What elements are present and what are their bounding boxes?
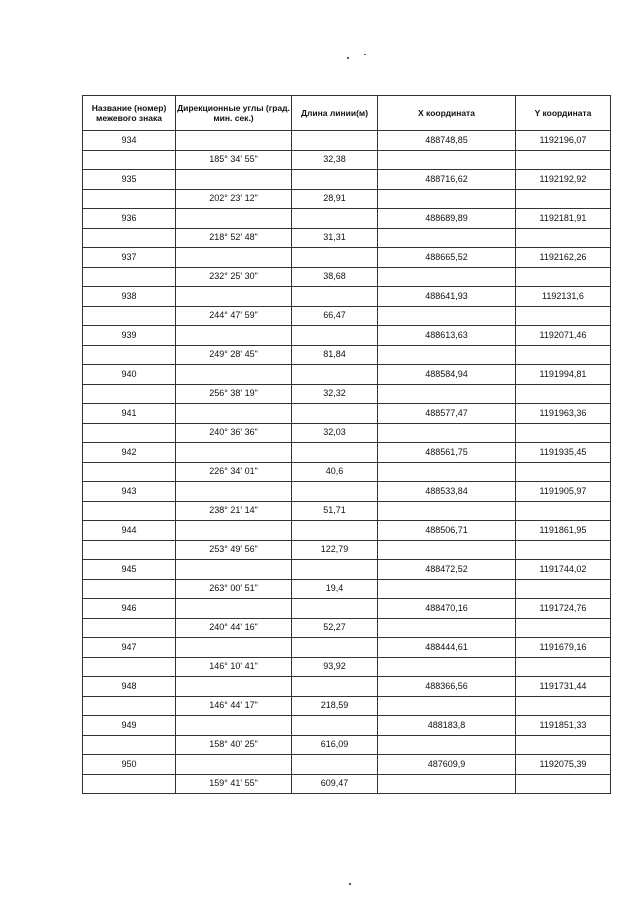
- cell-bearing: 249° 28' 45": [176, 345, 292, 365]
- table-row: [83, 345, 611, 365]
- cell-y: 1191905,97: [516, 482, 611, 502]
- table-row: [83, 404, 611, 424]
- cell-y: 1192071,46: [516, 326, 611, 346]
- cell-marker-name: 943: [83, 482, 176, 502]
- cell-bearing: [176, 287, 292, 307]
- cell-marker-name: [83, 696, 176, 716]
- cell-x: 488506,71: [378, 521, 516, 541]
- cell-marker-name: [83, 306, 176, 326]
- cell-x: 488665,52: [378, 248, 516, 268]
- cell-length: 40,6: [292, 462, 378, 482]
- cell-bearing: [176, 404, 292, 424]
- cell-y: 1191994,81: [516, 365, 611, 385]
- cell-x: 488183,8: [378, 716, 516, 736]
- cell-y: [516, 189, 611, 209]
- cell-x: [378, 774, 516, 794]
- table-row: [83, 735, 611, 755]
- cell-length: [292, 209, 378, 229]
- cell-length: [292, 482, 378, 502]
- cell-y: [516, 306, 611, 326]
- cell-bearing: [176, 131, 292, 151]
- cell-y: 1192192,92: [516, 170, 611, 190]
- table-row: [83, 384, 611, 404]
- cell-y: 1191861,95: [516, 521, 611, 541]
- table-row: [83, 657, 611, 677]
- cell-y: 1192131,6: [516, 287, 611, 307]
- cell-x: 488470,16: [378, 599, 516, 619]
- cell-length: 81,84: [292, 345, 378, 365]
- cell-x: 488561,75: [378, 443, 516, 463]
- table-row: [83, 443, 611, 463]
- cell-length: 31,31: [292, 228, 378, 248]
- cell-length: [292, 677, 378, 697]
- cell-marker-name: 945: [83, 560, 176, 580]
- table-row: [83, 755, 611, 775]
- cell-bearing: [176, 482, 292, 502]
- cell-x: [378, 696, 516, 716]
- cell-x: [378, 657, 516, 677]
- cell-length: 32,32: [292, 384, 378, 404]
- scan-speck: [349, 883, 351, 885]
- cell-length: [292, 638, 378, 658]
- cell-marker-name: [83, 228, 176, 248]
- cell-y: 1191731,44: [516, 677, 611, 697]
- cell-bearing: [176, 326, 292, 346]
- cell-length: [292, 560, 378, 580]
- cell-x: 488577,47: [378, 404, 516, 424]
- cell-bearing: [176, 521, 292, 541]
- table-row: [83, 365, 611, 385]
- cell-length: 32,38: [292, 150, 378, 170]
- table-row: [83, 638, 611, 658]
- table-row: [83, 131, 611, 151]
- cell-y: [516, 618, 611, 638]
- cell-y: [516, 228, 611, 248]
- cell-marker-name: 937: [83, 248, 176, 268]
- cell-y: 1191724,76: [516, 599, 611, 619]
- cell-x: 488641,93: [378, 287, 516, 307]
- cell-y: 1192075,39: [516, 755, 611, 775]
- table-row: [83, 599, 611, 619]
- cell-marker-name: [83, 657, 176, 677]
- cell-y: [516, 267, 611, 287]
- cell-length: 28,91: [292, 189, 378, 209]
- cell-bearing: 202° 23' 12": [176, 189, 292, 209]
- cell-x: 488533,84: [378, 482, 516, 502]
- table-row: [83, 501, 611, 521]
- cell-bearing: [176, 755, 292, 775]
- cell-y: [516, 735, 611, 755]
- cell-y: 1191744,02: [516, 560, 611, 580]
- cell-marker-name: 948: [83, 677, 176, 697]
- cell-length: [292, 443, 378, 463]
- cell-y: [516, 501, 611, 521]
- table-body: [83, 131, 611, 794]
- cell-marker-name: [83, 267, 176, 287]
- cell-marker-name: 947: [83, 638, 176, 658]
- cell-marker-name: [83, 735, 176, 755]
- cell-x: [378, 618, 516, 638]
- table-row: [83, 209, 611, 229]
- table-row: [83, 423, 611, 443]
- cell-bearing: 244° 47' 59": [176, 306, 292, 326]
- table-row: [83, 228, 611, 248]
- cell-marker-name: 938: [83, 287, 176, 307]
- cell-y: 1191679,16: [516, 638, 611, 658]
- cell-x: 487609,9: [378, 755, 516, 775]
- cell-length: [292, 131, 378, 151]
- header-bearing: Дирекционные углы (град. мин. сек.): [176, 96, 292, 131]
- cell-marker-name: 940: [83, 365, 176, 385]
- cell-y: 1192196,07: [516, 131, 611, 151]
- cell-bearing: 158° 40' 25": [176, 735, 292, 755]
- cell-y: [516, 384, 611, 404]
- cell-x: [378, 267, 516, 287]
- cell-x: 488689,89: [378, 209, 516, 229]
- cell-bearing: [176, 209, 292, 229]
- cell-length: [292, 170, 378, 190]
- cell-bearing: 253° 49' 56": [176, 540, 292, 560]
- cell-length: 38,68: [292, 267, 378, 287]
- cell-length: 609,47: [292, 774, 378, 794]
- cell-x: 488613,63: [378, 326, 516, 346]
- cell-x: 488716,62: [378, 170, 516, 190]
- cell-x: [378, 501, 516, 521]
- cell-marker-name: [83, 774, 176, 794]
- cell-x: 488472,52: [378, 560, 516, 580]
- cell-y: [516, 540, 611, 560]
- cell-bearing: 240° 44' 16": [176, 618, 292, 638]
- cell-x: 488444,61: [378, 638, 516, 658]
- cell-bearing: 226° 34' 01": [176, 462, 292, 482]
- cell-x: [378, 150, 516, 170]
- cell-length: 66,47: [292, 306, 378, 326]
- scan-speck: [347, 57, 349, 59]
- cell-x: 488748,85: [378, 131, 516, 151]
- table-row: [83, 560, 611, 580]
- cell-x: [378, 462, 516, 482]
- cell-x: [378, 423, 516, 443]
- cell-y: 1192162,26: [516, 248, 611, 268]
- cell-bearing: 238° 21' 14": [176, 501, 292, 521]
- cell-x: [378, 540, 516, 560]
- cell-bearing: [176, 716, 292, 736]
- cell-y: [516, 579, 611, 599]
- cell-marker-name: [83, 384, 176, 404]
- cell-length: [292, 365, 378, 385]
- cell-length: 218,59: [292, 696, 378, 716]
- cell-bearing: [176, 560, 292, 580]
- cell-bearing: [176, 365, 292, 385]
- cell-bearing: [176, 599, 292, 619]
- table-row: [83, 482, 611, 502]
- cell-marker-name: 941: [83, 404, 176, 424]
- cell-bearing: 218° 52' 48": [176, 228, 292, 248]
- cell-marker-name: 944: [83, 521, 176, 541]
- cell-bearing: [176, 248, 292, 268]
- header-length: Длина линии(м): [292, 96, 378, 131]
- cell-x: 488584,94: [378, 365, 516, 385]
- cell-marker-name: 942: [83, 443, 176, 463]
- cell-marker-name: [83, 345, 176, 365]
- cell-bearing: 146° 10' 41": [176, 657, 292, 677]
- cell-y: [516, 423, 611, 443]
- cell-x: [378, 189, 516, 209]
- cell-bearing: [176, 638, 292, 658]
- table-row: [83, 462, 611, 482]
- table-row: [83, 618, 611, 638]
- cell-length: [292, 326, 378, 346]
- cell-marker-name: [83, 189, 176, 209]
- cell-x: [378, 735, 516, 755]
- boundary-coordinates-table: [82, 95, 611, 794]
- cell-marker-name: 950: [83, 755, 176, 775]
- cell-bearing: 146° 44' 17": [176, 696, 292, 716]
- cell-marker-name: [83, 618, 176, 638]
- cell-length: [292, 599, 378, 619]
- cell-y: [516, 696, 611, 716]
- scan-speck: [364, 54, 366, 55]
- cell-y: [516, 657, 611, 677]
- cell-marker-name: 946: [83, 599, 176, 619]
- header-y: Y координата: [516, 96, 611, 131]
- cell-bearing: [176, 170, 292, 190]
- cell-marker-name: 936: [83, 209, 176, 229]
- cell-length: [292, 248, 378, 268]
- table-row: [83, 521, 611, 541]
- cell-length: 616,09: [292, 735, 378, 755]
- cell-length: [292, 716, 378, 736]
- table-row: [83, 579, 611, 599]
- cell-marker-name: 934: [83, 131, 176, 151]
- cell-marker-name: [83, 540, 176, 560]
- cell-length: 51,71: [292, 501, 378, 521]
- cell-marker-name: [83, 579, 176, 599]
- cell-marker-name: 949: [83, 716, 176, 736]
- table-row: [83, 267, 611, 287]
- table-header-row: [83, 96, 611, 131]
- cell-bearing: 232° 25' 30": [176, 267, 292, 287]
- cell-length: 19,4: [292, 579, 378, 599]
- cell-x: [378, 345, 516, 365]
- cell-bearing: 263° 00' 51": [176, 579, 292, 599]
- cell-marker-name: [83, 150, 176, 170]
- cell-length: [292, 404, 378, 424]
- cell-marker-name: 939: [83, 326, 176, 346]
- cell-y: [516, 345, 611, 365]
- cell-bearing: [176, 677, 292, 697]
- cell-y: 1192181,91: [516, 209, 611, 229]
- cell-bearing: [176, 443, 292, 463]
- table-row: [83, 248, 611, 268]
- table-row: [83, 150, 611, 170]
- cell-marker-name: [83, 423, 176, 443]
- cell-length: 122,79: [292, 540, 378, 560]
- cell-bearing: 185° 34' 55": [176, 150, 292, 170]
- cell-bearing: 240° 36' 36": [176, 423, 292, 443]
- cell-marker-name: 935: [83, 170, 176, 190]
- table-row: [83, 774, 611, 794]
- cell-length: 32,03: [292, 423, 378, 443]
- table-row: [83, 170, 611, 190]
- cell-y: 1191935,45: [516, 443, 611, 463]
- table-row: [83, 716, 611, 736]
- cell-x: 488366,56: [378, 677, 516, 697]
- cell-y: 1191851,33: [516, 716, 611, 736]
- cell-length: [292, 287, 378, 307]
- cell-y: [516, 774, 611, 794]
- table-row: [83, 189, 611, 209]
- cell-x: [378, 384, 516, 404]
- table-row: [83, 287, 611, 307]
- table-row: [83, 326, 611, 346]
- cell-bearing: 256° 38' 19": [176, 384, 292, 404]
- cell-length: [292, 521, 378, 541]
- cell-marker-name: [83, 462, 176, 482]
- table-row: [83, 540, 611, 560]
- header-x: X координата: [378, 96, 516, 131]
- table-row: [83, 306, 611, 326]
- cell-length: 93,92: [292, 657, 378, 677]
- cell-marker-name: [83, 501, 176, 521]
- cell-length: [292, 755, 378, 775]
- cell-x: [378, 306, 516, 326]
- cell-y: 1191963,36: [516, 404, 611, 424]
- cell-y: [516, 462, 611, 482]
- cell-x: [378, 579, 516, 599]
- table-row: [83, 677, 611, 697]
- cell-y: [516, 150, 611, 170]
- cell-x: [378, 228, 516, 248]
- header-marker-name: Название (номер) межевого знака: [83, 96, 176, 131]
- cell-length: 52,27: [292, 618, 378, 638]
- cell-bearing: 159° 41' 55": [176, 774, 292, 794]
- table-row: [83, 696, 611, 716]
